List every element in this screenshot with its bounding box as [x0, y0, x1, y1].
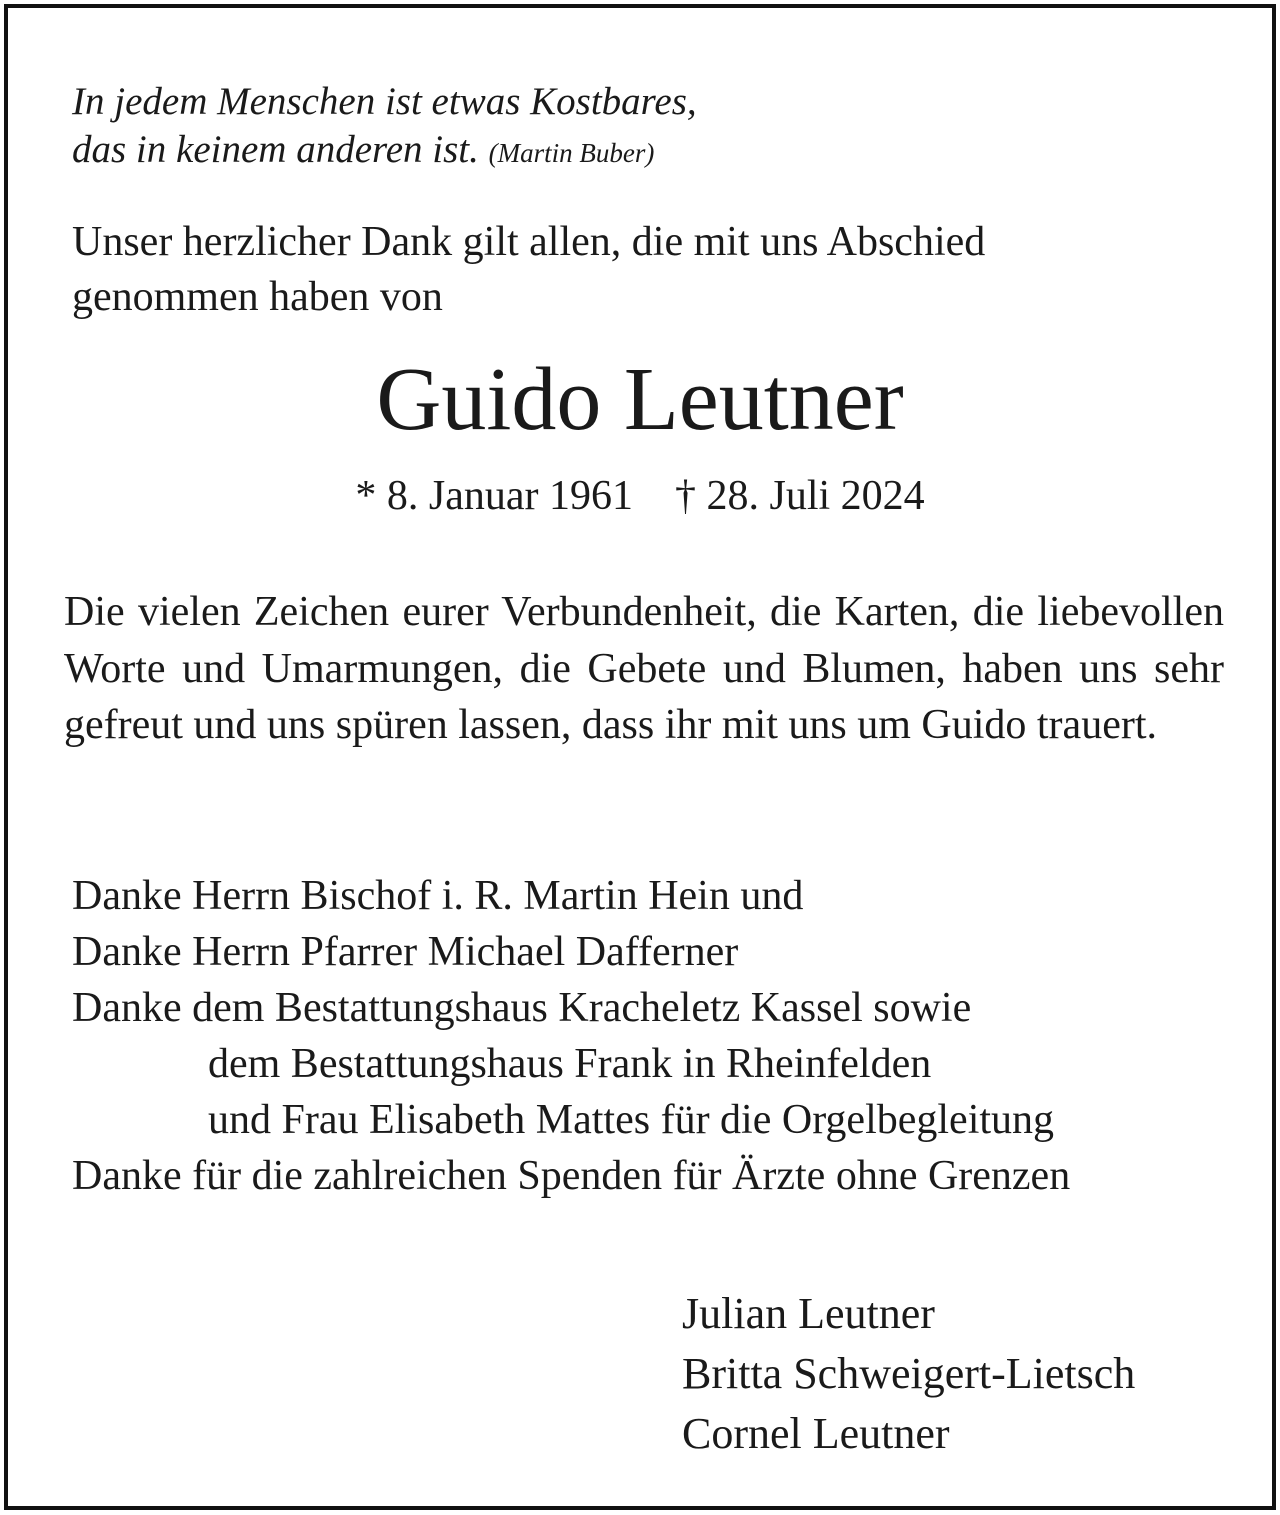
quote-attribution: (Martin Buber) [488, 138, 655, 168]
signature-2: Britta Schweigert-Lietsch [682, 1349, 1136, 1398]
life-dates [8, 470, 1272, 522]
thanks-line-6: Danke für die zahlreichen Spenden für Ärzte ohne Grenzen [72, 1153, 1071, 1199]
signatures [682, 1284, 1135, 1464]
signature-3: Cornel Leutner [682, 1409, 950, 1458]
signature-1: Julian Leutner [682, 1289, 935, 1338]
thanks-line-1: Danke Herrn Bischof i. R. Martin Hein und [72, 873, 804, 919]
deceased-name: Guido Leutner [376, 350, 904, 449]
death-date: † 28. Juli 2024 [674, 473, 925, 519]
intro-line-2: genommen haben von [72, 274, 443, 320]
intro-line-1: Unser herzlicher Dank gilt allen, die mit uns Abschied [72, 219, 986, 265]
quote-line-2-text: das in keinem anderen ist. [72, 128, 479, 171]
quote-line-1: In jedem Menschen ist etwas Kostbares, [72, 80, 697, 123]
notice-frame [4, 4, 1276, 1510]
epigraph-quote [72, 78, 697, 177]
thanks-line-4: dem Bestattungshaus Frank in Rheinfelden [208, 1041, 932, 1087]
quote-line-2 [72, 126, 697, 177]
thanks-intro [72, 215, 985, 325]
thanks-line-3: Danke dem Bestattungshaus Kracheletz Kassel sowie [72, 985, 972, 1031]
thanks-list [72, 868, 1070, 1204]
body-paragraph: Die vielen Zeichen eurer Verbundenheit, die Karten, die liebevollen Worte und Umarmungen, die Gebete und Blumen, haben uns sehr gefreut und uns spüren lassen, dass ihr mit uns um Guido trauert. [64, 589, 1224, 748]
thanks-line-2: Danke Herrn Pfarrer Michael Dafferner [72, 929, 739, 975]
birth-date: * 8. Januar 1961 [355, 473, 633, 519]
thanks-line-5: und Frau Elisabeth Mattes für die Orgelbegleitung [208, 1097, 1055, 1143]
